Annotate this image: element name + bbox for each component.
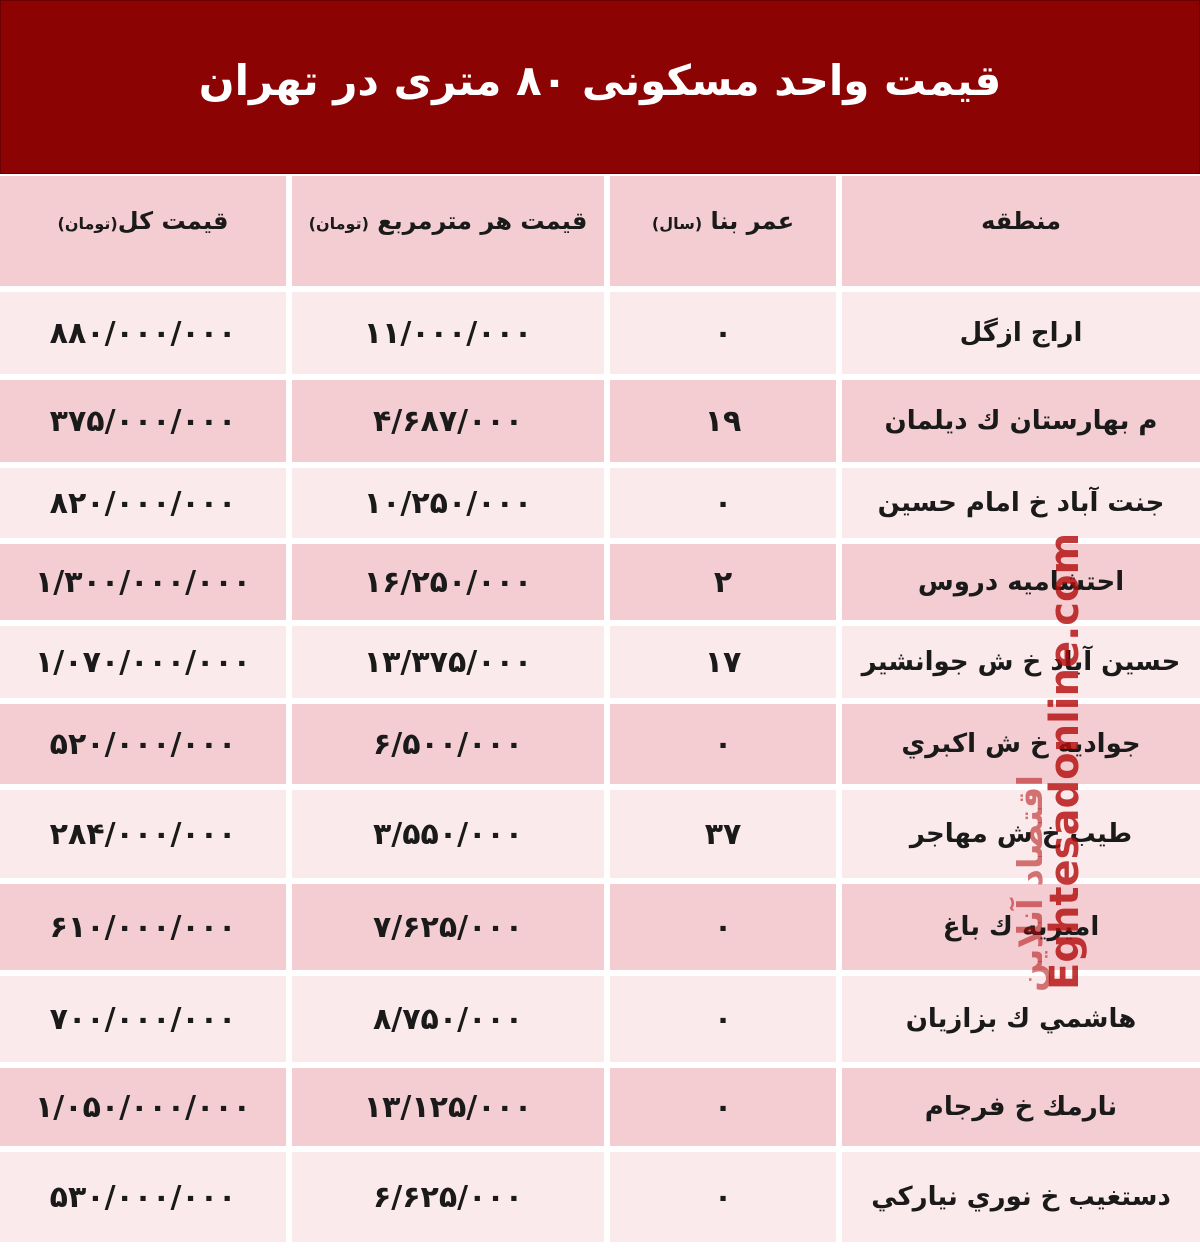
table-row	[0, 704, 1200, 784]
total-price-cell: ۱/۰۷۰/۰۰۰/۰۰۰	[35, 644, 251, 680]
header-region-label: منطقه	[981, 207, 1061, 235]
table-row	[0, 626, 1200, 698]
table-row	[0, 976, 1200, 1062]
price-per-meter-cell: ۱۶/۲۵۰/۰۰۰	[363, 564, 533, 600]
region-cell: طيب خ ش مهاجر	[909, 819, 1133, 849]
table-row	[0, 884, 1200, 970]
table-row	[0, 380, 1200, 462]
header-age	[610, 176, 836, 286]
age-cell: ۱۷	[704, 644, 742, 680]
age-cell: ۰	[713, 485, 733, 521]
age-cell: ۰	[713, 1001, 733, 1037]
region-cell: هاشمي ك بزازيان	[905, 1004, 1137, 1034]
price-per-meter-cell: ۱۱/۰۰۰/۰۰۰	[363, 315, 533, 351]
table-row	[0, 544, 1200, 620]
header-total-price-unit: (تومان)	[57, 214, 118, 233]
total-price-cell: ۱/۳۰۰/۰۰۰/۰۰۰	[35, 564, 251, 600]
watermark-latin-text: Eghtesadonline.com	[1042, 532, 1088, 990]
total-price-cell: ۳۷۵/۰۰۰/۰۰۰	[49, 403, 237, 439]
price-per-meter-cell: ۱۳/۱۲۵/۰۰۰	[363, 1089, 533, 1125]
region-cell: اراج ازگل	[959, 318, 1083, 348]
total-price-cell: ۵۲۰/۰۰۰/۰۰۰	[49, 726, 237, 762]
region-cell: اميريه ك باغ	[942, 912, 1100, 942]
header-age-unit: (سال)	[651, 214, 703, 233]
region-cell: حسين آباد خ ش جوانشير	[861, 647, 1181, 677]
table-row	[0, 790, 1200, 878]
age-cell: ۱۹	[704, 403, 742, 439]
page-title: قیمت واحد مسکونی ۸۰ متری در تهران	[198, 55, 1002, 105]
price-per-meter-cell: ۱۳/۳۷۵/۰۰۰	[363, 644, 533, 680]
region-cell: جواديه خ ش اكبري	[901, 729, 1141, 759]
header-total-price-label: قیمت کل	[117, 207, 229, 235]
header-price-per-meter-unit: (تومان)	[308, 214, 369, 233]
title-banner	[0, 0, 1200, 174]
header-price-per-meter	[292, 176, 604, 286]
price-per-meter-cell: ۸/۷۵۰/۰۰۰	[372, 1001, 524, 1037]
region-cell: م بهارستان ك ديلمان	[884, 406, 1158, 436]
price-per-meter-cell: ۱۰/۲۵۰/۰۰۰	[363, 485, 533, 521]
age-cell: ۳۷	[704, 816, 742, 852]
header-age-label: عمر بنا	[710, 207, 795, 235]
price-per-meter-cell: ۶/۶۲۵/۰۰۰	[372, 1179, 524, 1215]
table-row	[0, 1068, 1200, 1146]
age-cell: ۰	[713, 909, 733, 945]
header-region	[842, 176, 1200, 286]
table-row	[0, 292, 1200, 374]
age-cell: ۰	[713, 1179, 733, 1215]
region-cell: جنت آباد خ امام حسين	[877, 488, 1165, 518]
header-price-per-meter-label: قیمت هر مترمربع	[377, 207, 588, 235]
price-table	[0, 176, 1200, 1250]
price-per-meter-cell: ۳/۵۵۰/۰۰۰	[372, 816, 524, 852]
region-cell: احتشاميه دروس	[917, 567, 1125, 597]
price-per-meter-cell: ۶/۵۰۰/۰۰۰	[372, 726, 524, 762]
age-cell: ۰	[713, 726, 733, 762]
region-cell: دستغيب خ نوري نياركي	[871, 1182, 1171, 1212]
age-cell: ۰	[713, 315, 733, 351]
total-price-cell: ۷۰۰/۰۰۰/۰۰۰	[49, 1001, 237, 1037]
total-price-cell: ۲۸۴/۰۰۰/۰۰۰	[49, 816, 237, 852]
total-price-cell: ۶۱۰/۰۰۰/۰۰۰	[49, 909, 237, 945]
price-per-meter-cell: ۷/۶۲۵/۰۰۰	[372, 909, 524, 945]
table-row	[0, 468, 1200, 538]
table-header-row	[0, 176, 1200, 286]
total-price-cell: ۸۲۰/۰۰۰/۰۰۰	[49, 485, 237, 521]
total-price-cell: ۱/۰۵۰/۰۰۰/۰۰۰	[35, 1089, 251, 1125]
total-price-cell: ۵۳۰/۰۰۰/۰۰۰	[49, 1179, 237, 1215]
age-cell: ۰	[713, 1089, 733, 1125]
age-cell: ۲	[713, 564, 733, 600]
region-cell: نارمك خ فرجام	[924, 1092, 1118, 1122]
total-price-cell: ۸۸۰/۰۰۰/۰۰۰	[49, 315, 237, 351]
header-total-price	[0, 176, 286, 286]
price-per-meter-cell: ۴/۶۸۷/۰۰۰	[372, 403, 524, 439]
table-row	[0, 1152, 1200, 1242]
watermark-persian-text: اقتصاد آنلاین	[1011, 775, 1051, 992]
